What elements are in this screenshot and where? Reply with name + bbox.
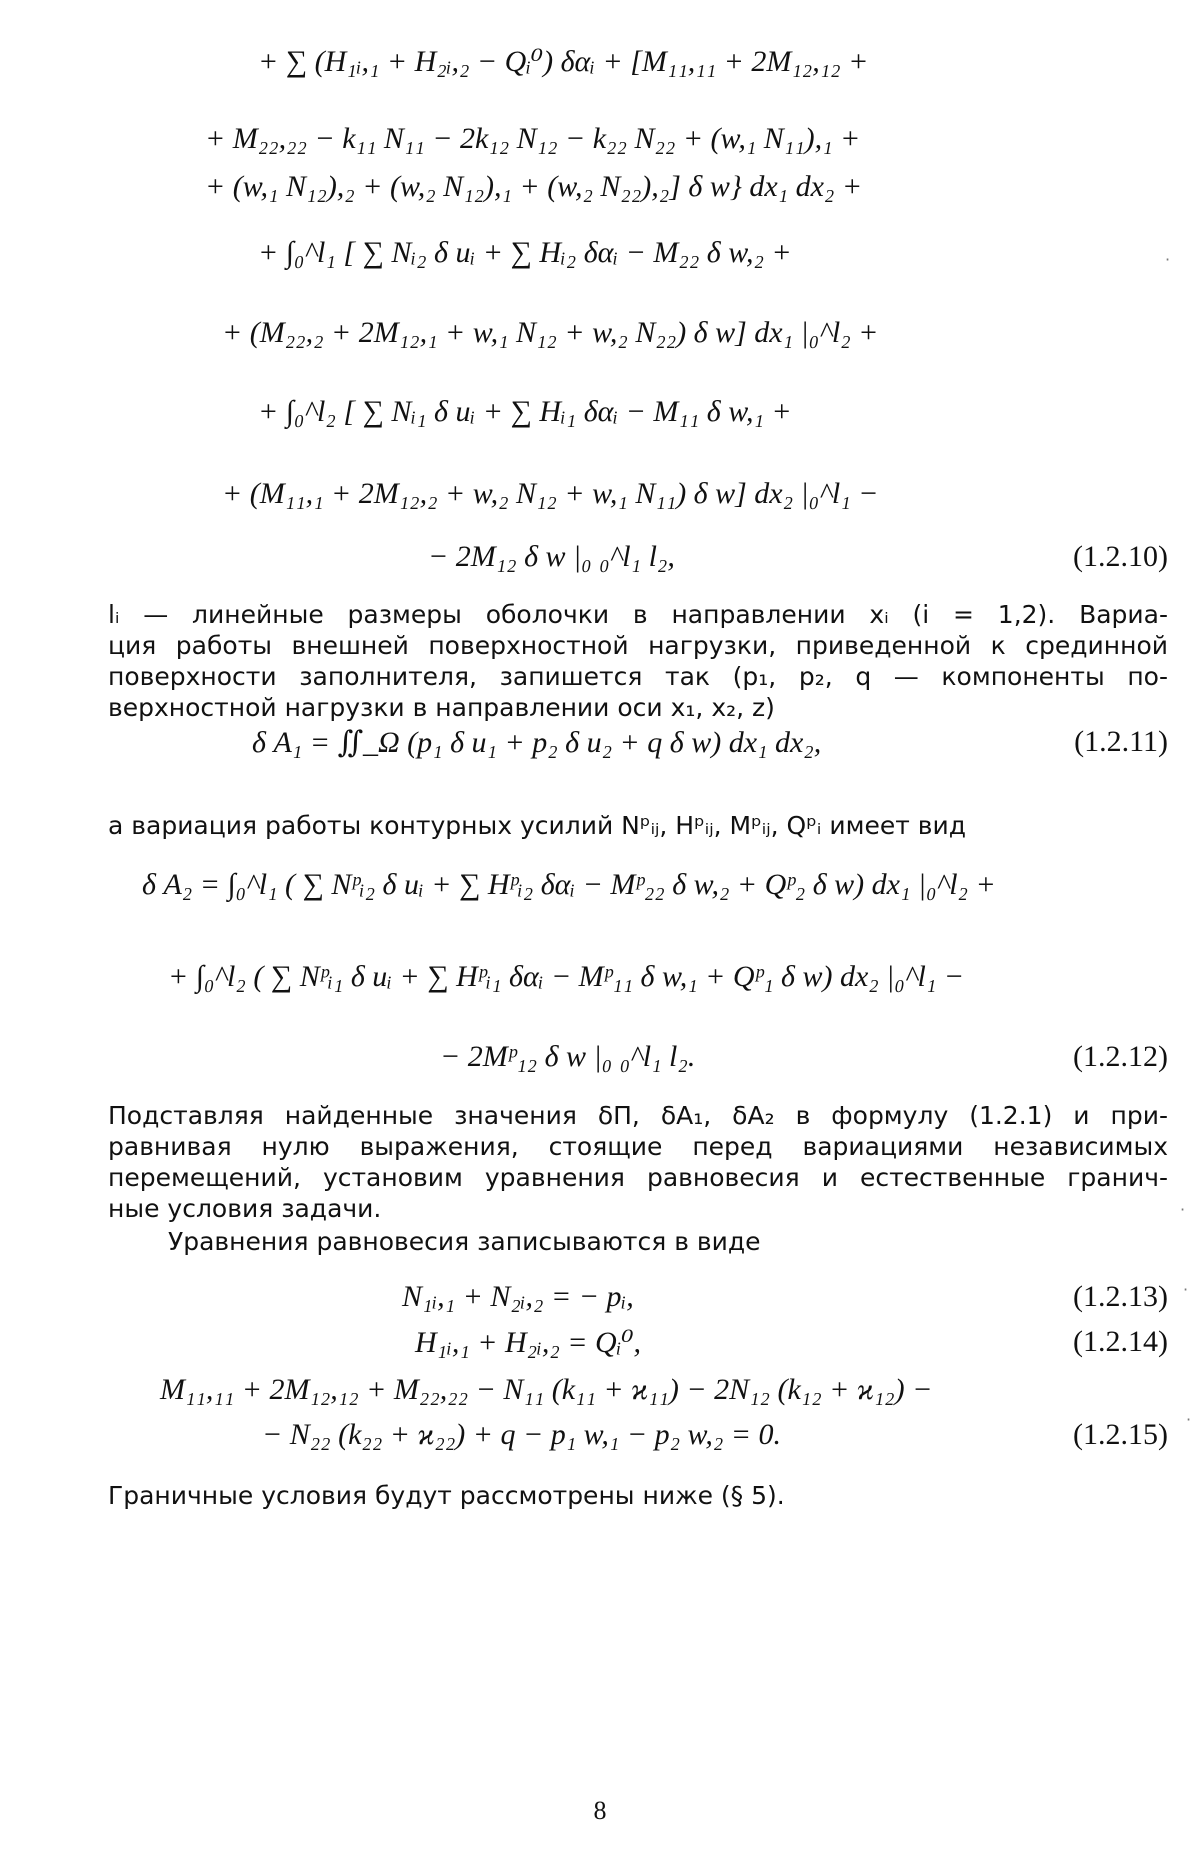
eq-1-2-14: H₁ᵢ,₁ + H₂ᵢ,₂ = Qᵢ⁰, <box>415 1326 641 1359</box>
scan-speck: · <box>1165 250 1171 269</box>
eq-1-2-10-line-6: + ∫₀^l₂ [ ∑ Nᵢ₁ δ uᵢ + ∑ Hᵢ₁ δαᵢ − M₁₁ δ w,₁ + <box>258 395 792 428</box>
eq-1-2-10-line-3: + (w,₁ N₁₂),₂ + (w,₂ N₁₂),₁ + (w,₂ N₂₂),₂] δ w} dx₁ dx₂ + <box>205 170 863 203</box>
paragraph-line: поверхности заполнителя, запишется так (p₁, p₂, q — компоненты по- <box>108 662 1168 691</box>
paragraph-contour-forces <box>108 810 1168 841</box>
paragraph-line: Граничные условия будут рассмотрены ниже (§ 5). <box>108 1481 785 1510</box>
paragraph-line: Уравнения равновесия записываются в виде <box>168 1227 761 1256</box>
eq-number-1-2-13: (1.2.13) <box>1073 1280 1168 1313</box>
eq-number-1-2-14: (1.2.14) <box>1073 1325 1168 1358</box>
paragraph-line: ные условия задачи. <box>108 1194 382 1223</box>
paragraph-line: равнивая нулю выражения, стоящие перед вариациями независимых <box>108 1132 1168 1161</box>
eq-1-2-10-line-8: − 2M₁₂ δ w |₀ ₀^l₁ l₂, <box>428 540 675 573</box>
eq-number-1-2-11: (1.2.11) <box>1074 725 1168 758</box>
eq-1-2-15-line-2: − N₂₂ (k₂₂ + ϰ₂₂) + q − p₁ w,₁ − p₂ w,₂ = 0. <box>262 1418 781 1451</box>
eq-1-2-13: N₁ᵢ,₁ + N₂ᵢ,₂ = − pᵢ, <box>402 1280 634 1313</box>
eq-1-2-10-line-7: + (M₁₁,₁ + 2M₁₂,₂ + w,₂ N₁₂ + w,₁ N₁₁) δ w] dx₂ |₀^l₁ − <box>222 477 879 510</box>
paragraph-line: lᵢ — линейные размеры оболочки в направлении xᵢ (i = 1,2). Вариа- <box>108 600 1168 629</box>
paragraph-line: Подставляя найденные значения δП, δA₁, δA₂ в формулу (1.2.1) и при- <box>108 1101 1168 1130</box>
eq-number-1-2-10: (1.2.10) <box>1073 540 1168 573</box>
eq-1-2-12-line-3: − 2Mᵖ₁₂ δ w |₀ ₀^l₁ l₂. <box>440 1040 696 1073</box>
paragraph-line: ция работы внешней поверхностной нагрузки, приведенной к срединной <box>108 631 1168 660</box>
scan-speck: · <box>1186 1410 1192 1429</box>
eq-1-2-10-line-2: + M₂₂,₂₂ − k₁₁ N₁₁ − 2k₁₂ N₁₂ − k₂₂ N₂₂ + (w,₁ N₁₁),₁ + <box>205 122 861 155</box>
eq-1-2-12-line-1: δ A₂ = ∫₀^l₁ ( ∑ Nᵖᵢ₂ δ uᵢ + ∑ Hᵖᵢ₂ δαᵢ − Mᵖ₂₂ δ w,₂ + Qᵖ₂ δ w) dx₁ |₀^l₂ + <box>142 868 996 901</box>
paragraph-line: верхностной нагрузки в направлении оси x₁, x₂, z) <box>108 693 775 722</box>
scan-speck: · <box>1183 1280 1189 1299</box>
eq-1-2-12-line-2: + ∫₀^l₂ ( ∑ Nᵖᵢ₁ δ uᵢ + ∑ Hᵖᵢ₁ δαᵢ − Mᵖ₁₁ δ w,₁ + Qᵖ₁ δ w) dx₂ |₀^l₁ − <box>168 960 965 993</box>
paragraph-boundary-conditions <box>108 1480 1168 1511</box>
eq-1-2-10-line-1: + ∑ (H₁ᵢ,₁ + H₂ᵢ,₂ − Qᵢ⁰) δαᵢ + [M₁₁,₁₁ + 2M₁₂,₁₂ + <box>258 45 869 78</box>
paragraph-substitution <box>108 1100 1168 1224</box>
eq-number-1-2-12: (1.2.12) <box>1073 1040 1168 1073</box>
paragraph-line: а вариация работы контурных усилий Nᵖᵢⱼ, Hᵖᵢⱼ, Mᵖᵢⱼ, Qᵖᵢ имеет вид <box>108 811 966 840</box>
paragraph-dimensions <box>108 599 1168 723</box>
eq-number-1-2-15: (1.2.15) <box>1073 1418 1168 1451</box>
eq-1-2-10-line-5: + (M₂₂,₂ + 2M₁₂,₁ + w,₁ N₁₂ + w,₂ N₂₂) δ w] dx₁ |₀^l₂ + <box>222 316 879 349</box>
scan-speck: · <box>1180 1200 1186 1219</box>
page-number: 8 <box>593 1796 607 1825</box>
eq-1-2-11: δ A₁ = ∬_Ω (p₁ δ u₁ + p₂ δ u₂ + q δ w) dx₁ dx₂, <box>252 726 822 759</box>
eq-1-2-15-line-1: M₁₁,₁₁ + 2M₁₂,₁₂ + M₂₂,₂₂ − N₁₁ (k₁₁ + ϰ₁₁) − 2N₁₂ (k₁₂ + ϰ₁₂) − <box>160 1373 933 1406</box>
paragraph-equilibrium-intro <box>108 1226 1168 1257</box>
paragraph-line: перемещений, установим уравнения равновесия и естественные гранич- <box>108 1163 1168 1192</box>
eq-1-2-10-line-4: + ∫₀^l₁ [ ∑ Nᵢ₂ δ uᵢ + ∑ Hᵢ₂ δαᵢ − M₂₂ δ w,₂ + <box>258 236 792 269</box>
